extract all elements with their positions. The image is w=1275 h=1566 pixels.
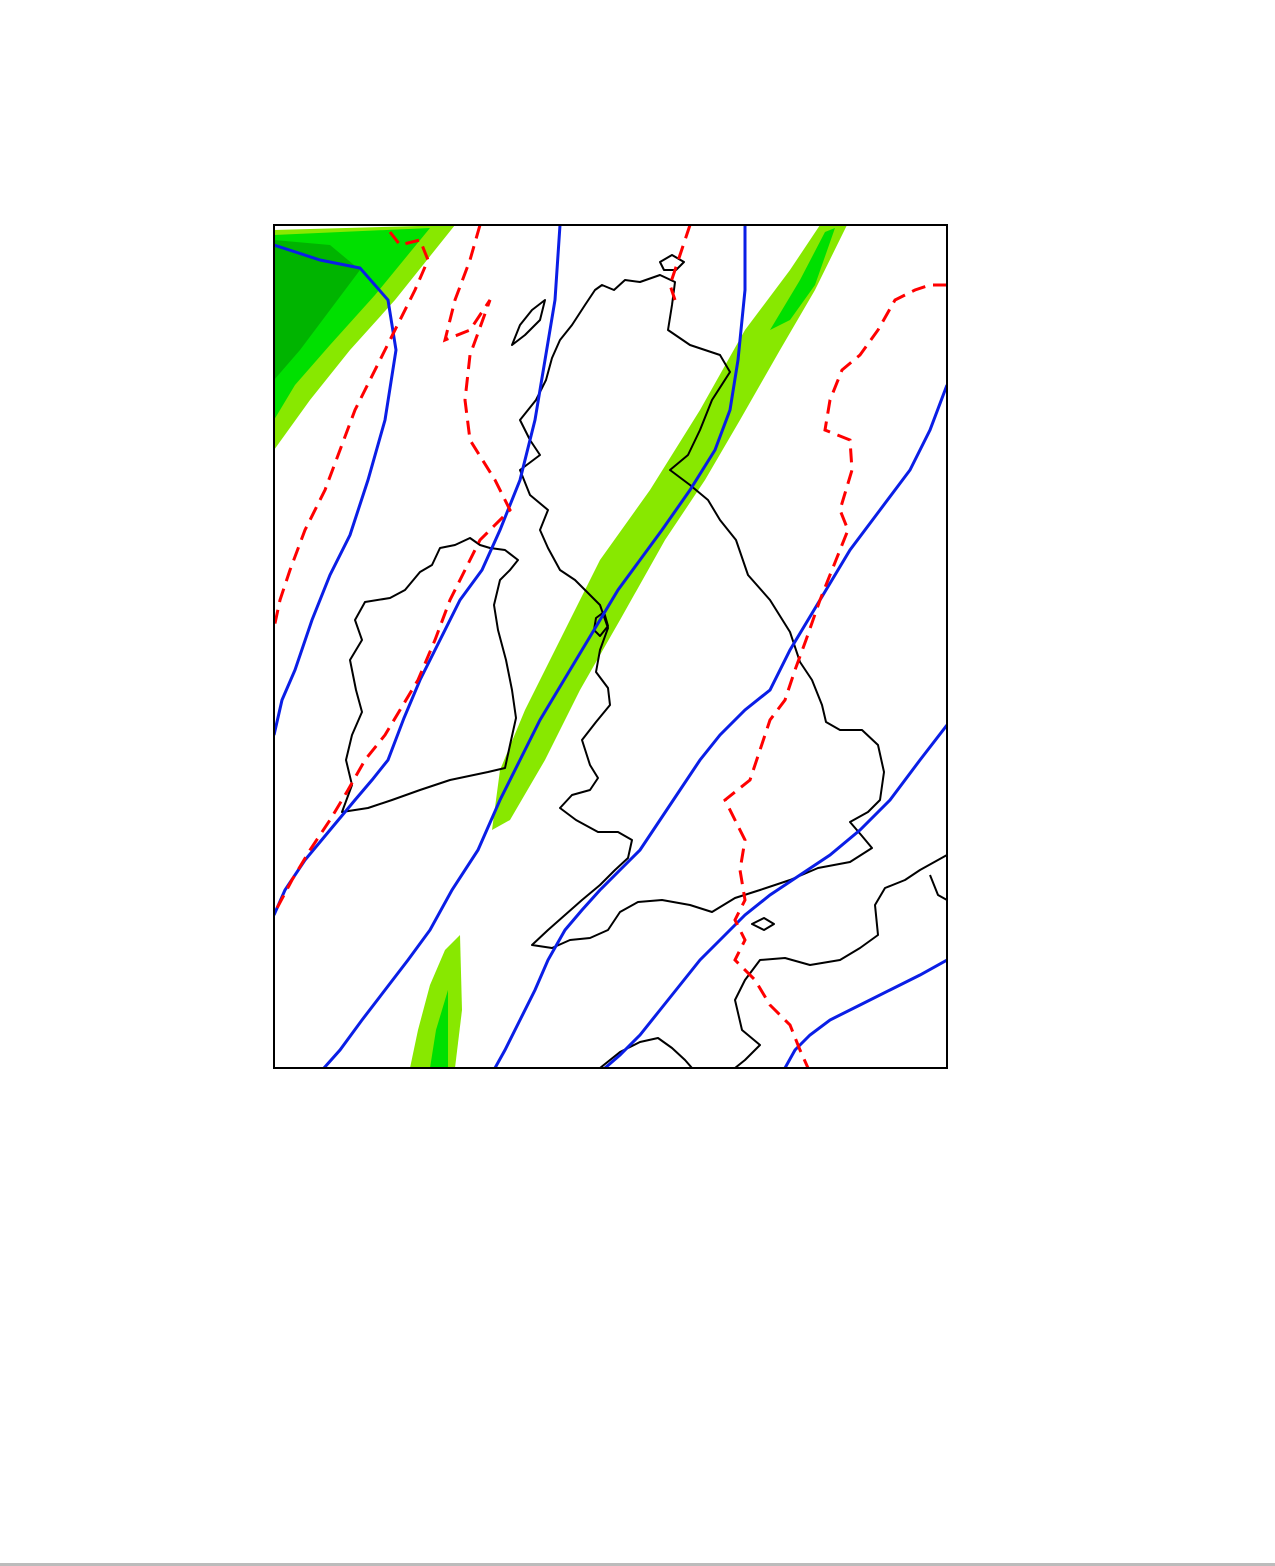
coast-ireland [342,538,518,812]
temperature-contour [725,285,947,1068]
rh-band-core [770,228,835,330]
coast-brittany [600,1038,692,1068]
coast-channel [930,875,947,900]
height-contour [605,725,947,1068]
height-contours [274,225,947,1068]
temperature-contour [670,225,690,300]
island-wight [752,918,774,930]
temperature-contours [274,225,947,1068]
map-frame [274,225,947,1068]
coastlines [342,255,947,1068]
height-contour [785,960,947,1068]
island-lewis [512,300,545,345]
height-contour [495,385,947,1068]
